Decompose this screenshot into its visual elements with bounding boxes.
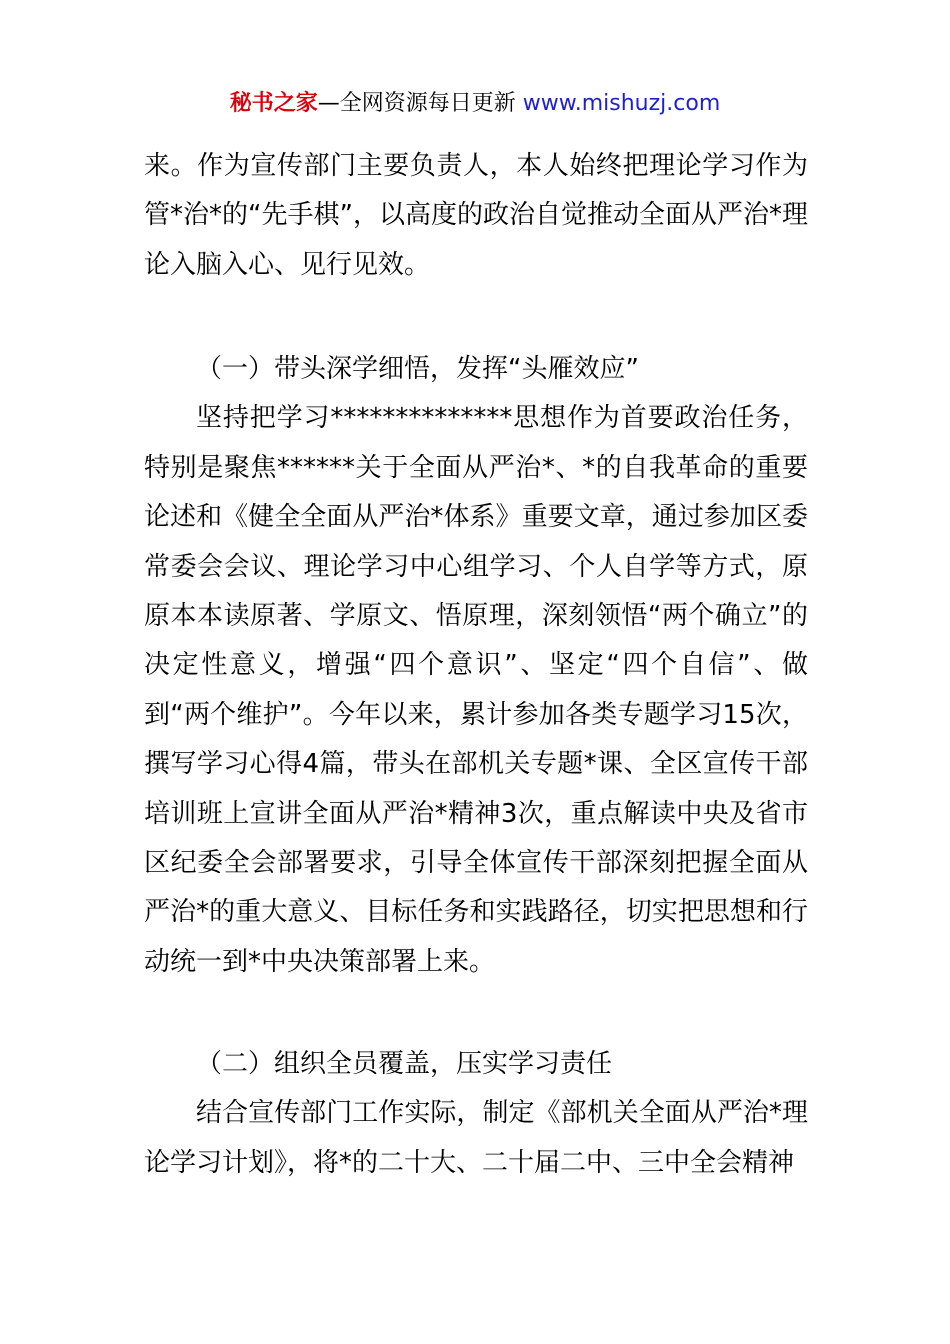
section-2-heading: （二）组织全员覆盖，压实学习责任 [196,1049,613,1079]
section-1 [144,345,808,987]
section-2 [144,1040,808,1188]
header-brand: 秘书之家 [229,91,318,116]
page-header [0,88,950,120]
intro-paragraph: 来。作为宣传部门主要负责人，本人始终把理论学习作为管*治*的“先手棋”，以高度的政治自觉推动全面从严治*理论入脑入心、见行见效。 [144,151,808,280]
section-1-paragraph: 坚持把学习**************思想作为首要政治任务，特别是聚焦******关于全面从严治*、*的自我革命的重要论述和《健全全面从严治*体系》重要文章，通过参加区委常委会会议、理论学习中心组学习、个人自学等方式，原原本本读原著、学原文、悟原理，深刻领悟“两个确立”的决定性意义，增强“四个意识”、坚定“四个自信”、做到“两个维护”。今年以来，累计参加各类专题学习15次，撰写学习心得4篇，带头在部机关专题*课、全区宣传干部培训班上宣讲全面从严治*精神3次，重点解读中央及省市区纪委全会部署要求，引导全体宣传干部深刻把握全面从严治*的重大意义、目标任务和实践路径，切实把思想和行动统一到*中央决策部署上来。 [144,403,808,977]
header-url-link[interactable]: www.mishuzj.com [522,91,721,116]
section-2-paragraph: 结合宣传部门工作实际，制定《部机关全面从严治*理论学习计划》，将*的二十大、二十届二中、三中全会精神 [144,1098,808,1178]
section-1-heading: （一）带头深学细悟，发挥“头雁效应” [196,354,639,384]
header-tagline: —全网资源每日更新 [317,91,516,116]
intro-block [144,142,808,290]
